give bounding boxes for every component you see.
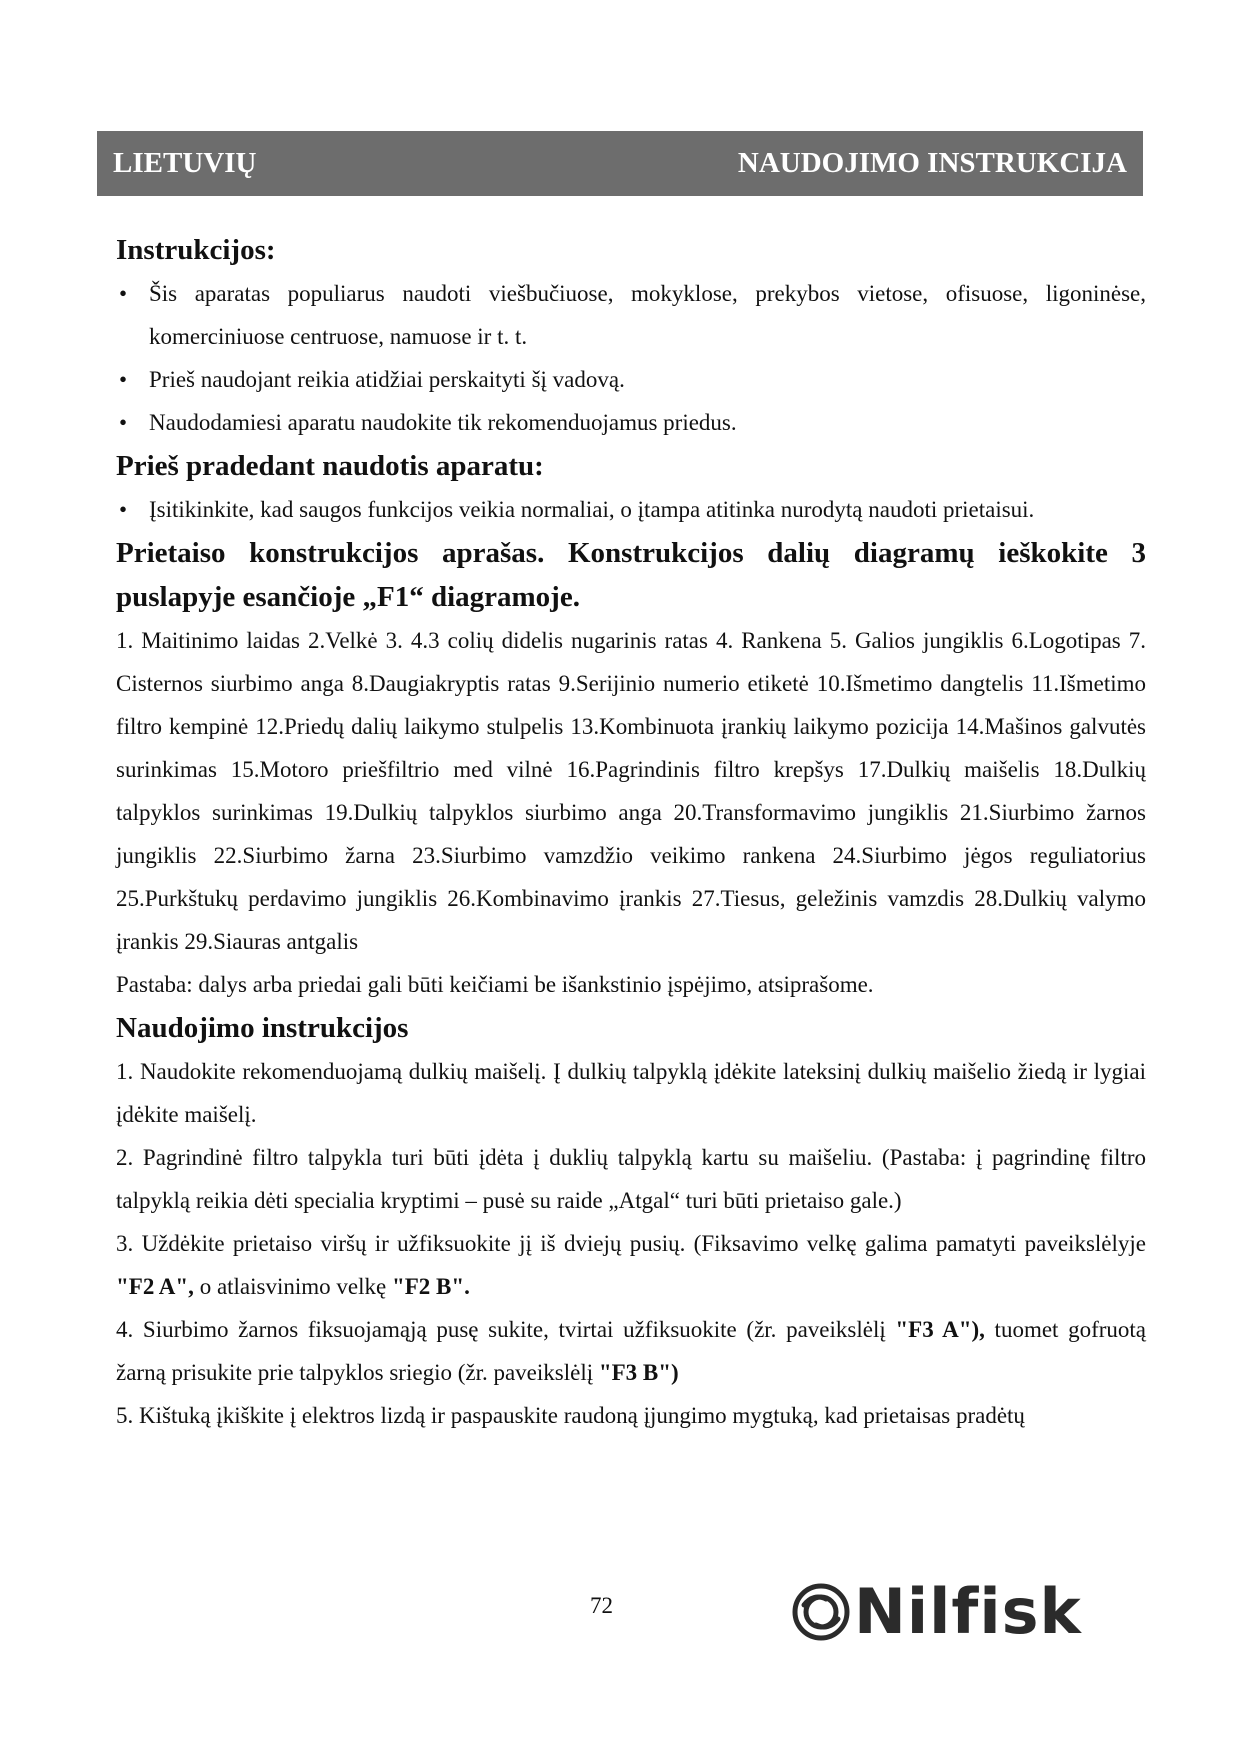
header-bar <box>97 131 1143 196</box>
step-text: 3. Uždėkite prietaiso viršų ir užfiksuokite jį iš dviejų pusių. (Fiksavimo velkę galima pamatyti paveikslėlyje <box>116 1231 1146 1256</box>
document-title: NAUDOJIMO INSTRUKCIJA <box>737 147 1127 179</box>
note-text: Pastaba: dalys arba priedai gali būti keičiami be išankstinio įspėjimo, atsiprašome. <box>116 972 874 997</box>
figure-reference: "F3 B") <box>598 1360 679 1385</box>
list-item: • Prieš naudojant reikia atidžiai perskaityti šį vadovą. <box>116 358 1146 401</box>
parts-list-text: 1. Maitinimo laidas 2.Velkė 3. 4.3 colių didelis nugarinis ratas 4. Rankena 5. Galios jungiklis 6.Logotipas 7. Cisternos siurbimo anga 8.Daugiakryptis ratas 9.Serijinio numerio etiketė 10.Išmetimo dangtelis 11.Išmetimo filtro kempinė 12.Priedų dalių laikymo stulpelis 13.Kombinuota įrankių laikymo pozicija 14.Mašinos galvutės surinkimas 15.Motoro priešfiltrio med vilnė 16.Pagrindinis filtro krepšys 17.Dulkių maišelis 18.Dulkių talpyklos surinkimas 19.Dulkių talpyklos siurbimo anga 20.Transformavimo jungiklis 21.Siurbimo žarnos jungiklis 22.Siurbimo žarna 23.Siurbimo vamzdžio veikimo rankena 24.Siurbimo jėgos reguliatorius 25.Purkštukų perdavimo jungiklis 26.Kombinavimo įrankis 27.Tiesus, geležinis vamzdis 28.Dulkių valymo įrankis 29.Siauras antgalis <box>116 628 1146 954</box>
page-number: 72 <box>590 1593 613 1618</box>
before-use-list <box>116 488 1146 531</box>
list-item: • Naudodamiesi aparatu naudokite tik rekomenduojamus priedus. <box>116 401 1146 444</box>
figure-reference: "F2 A", <box>116 1274 194 1299</box>
usage-step-2: 2. Pagrindinė filtro talpykla turi būti įdėta į duklių talpyklą kartu su maišeliu. (Pastaba: į pagrindinę filtro talpyklą reikia dėti specialia kryptimi – pusė su raide „Atgal“ turi būti prietaiso gale.) <box>116 1145 1146 1213</box>
before-use-heading: Prieš pradedant naudotis aparatu: <box>116 450 544 482</box>
usage-step-1: 1. Naudokite rekomenduojamą dulkių maišelį. Į dulkių talpyklą įdėkite lateksinį dulkių maišelio žiedą ir lygiai įdėkite maišelį. <box>116 1059 1146 1127</box>
nilfisk-emblem-icon <box>792 1583 850 1641</box>
page-content <box>116 228 1146 1437</box>
instructions-list <box>116 272 1146 444</box>
construction-heading: Prietaiso konstrukcijos aprašas. Konstrukcijos dalių diagramų ieškokite 3 puslapyje esančioje „F1“ diagramoje. <box>116 537 1146 613</box>
list-item: • Šis aparatas populiarus naudoti viešbučiuose, mokyklose, prekybos vietose, ofisuose, ligoninėse, komerciniuose centruose, namuose ir t. t. <box>116 272 1146 358</box>
brand-name: Nilfisk <box>854 1575 1082 1648</box>
language-label: LIETUVIŲ <box>113 147 257 179</box>
step-text: o atlaisvinimo velkę <box>193 1274 392 1299</box>
usage-step-5: 5. Kištuką įkiškite į elektros lizdą ir paspauskite raudoną įjungimo mygtuką, kad prietaisas pradėtų <box>116 1403 1025 1428</box>
step-text: tuomet gofruotą žarną prisukite prie talpyklos sriegio (žr. paveikslėlį <box>116 1317 1147 1385</box>
list-item: • Įsitikinkite, kad saugos funkcijos veikia normaliai, o įtampa atitinka nurodytą naudoti prietaisui. <box>116 488 1146 531</box>
usage-heading: Naudojimo instrukcijos <box>116 1012 409 1044</box>
figure-reference: "F2 B". <box>391 1274 470 1299</box>
usage-step-3 <box>116 1222 1146 1308</box>
usage-step-4 <box>116 1308 1146 1394</box>
nilfisk-logo <box>792 1575 1082 1648</box>
figure-reference: "F3 A"), <box>895 1317 985 1342</box>
step-text: 4. Siurbimo žarnos fiksuojamąją pusę sukite, tvirtai užfiksuokite (žr. paveikslėlį <box>116 1317 896 1342</box>
instructions-heading: Instrukcijos: <box>116 234 276 266</box>
